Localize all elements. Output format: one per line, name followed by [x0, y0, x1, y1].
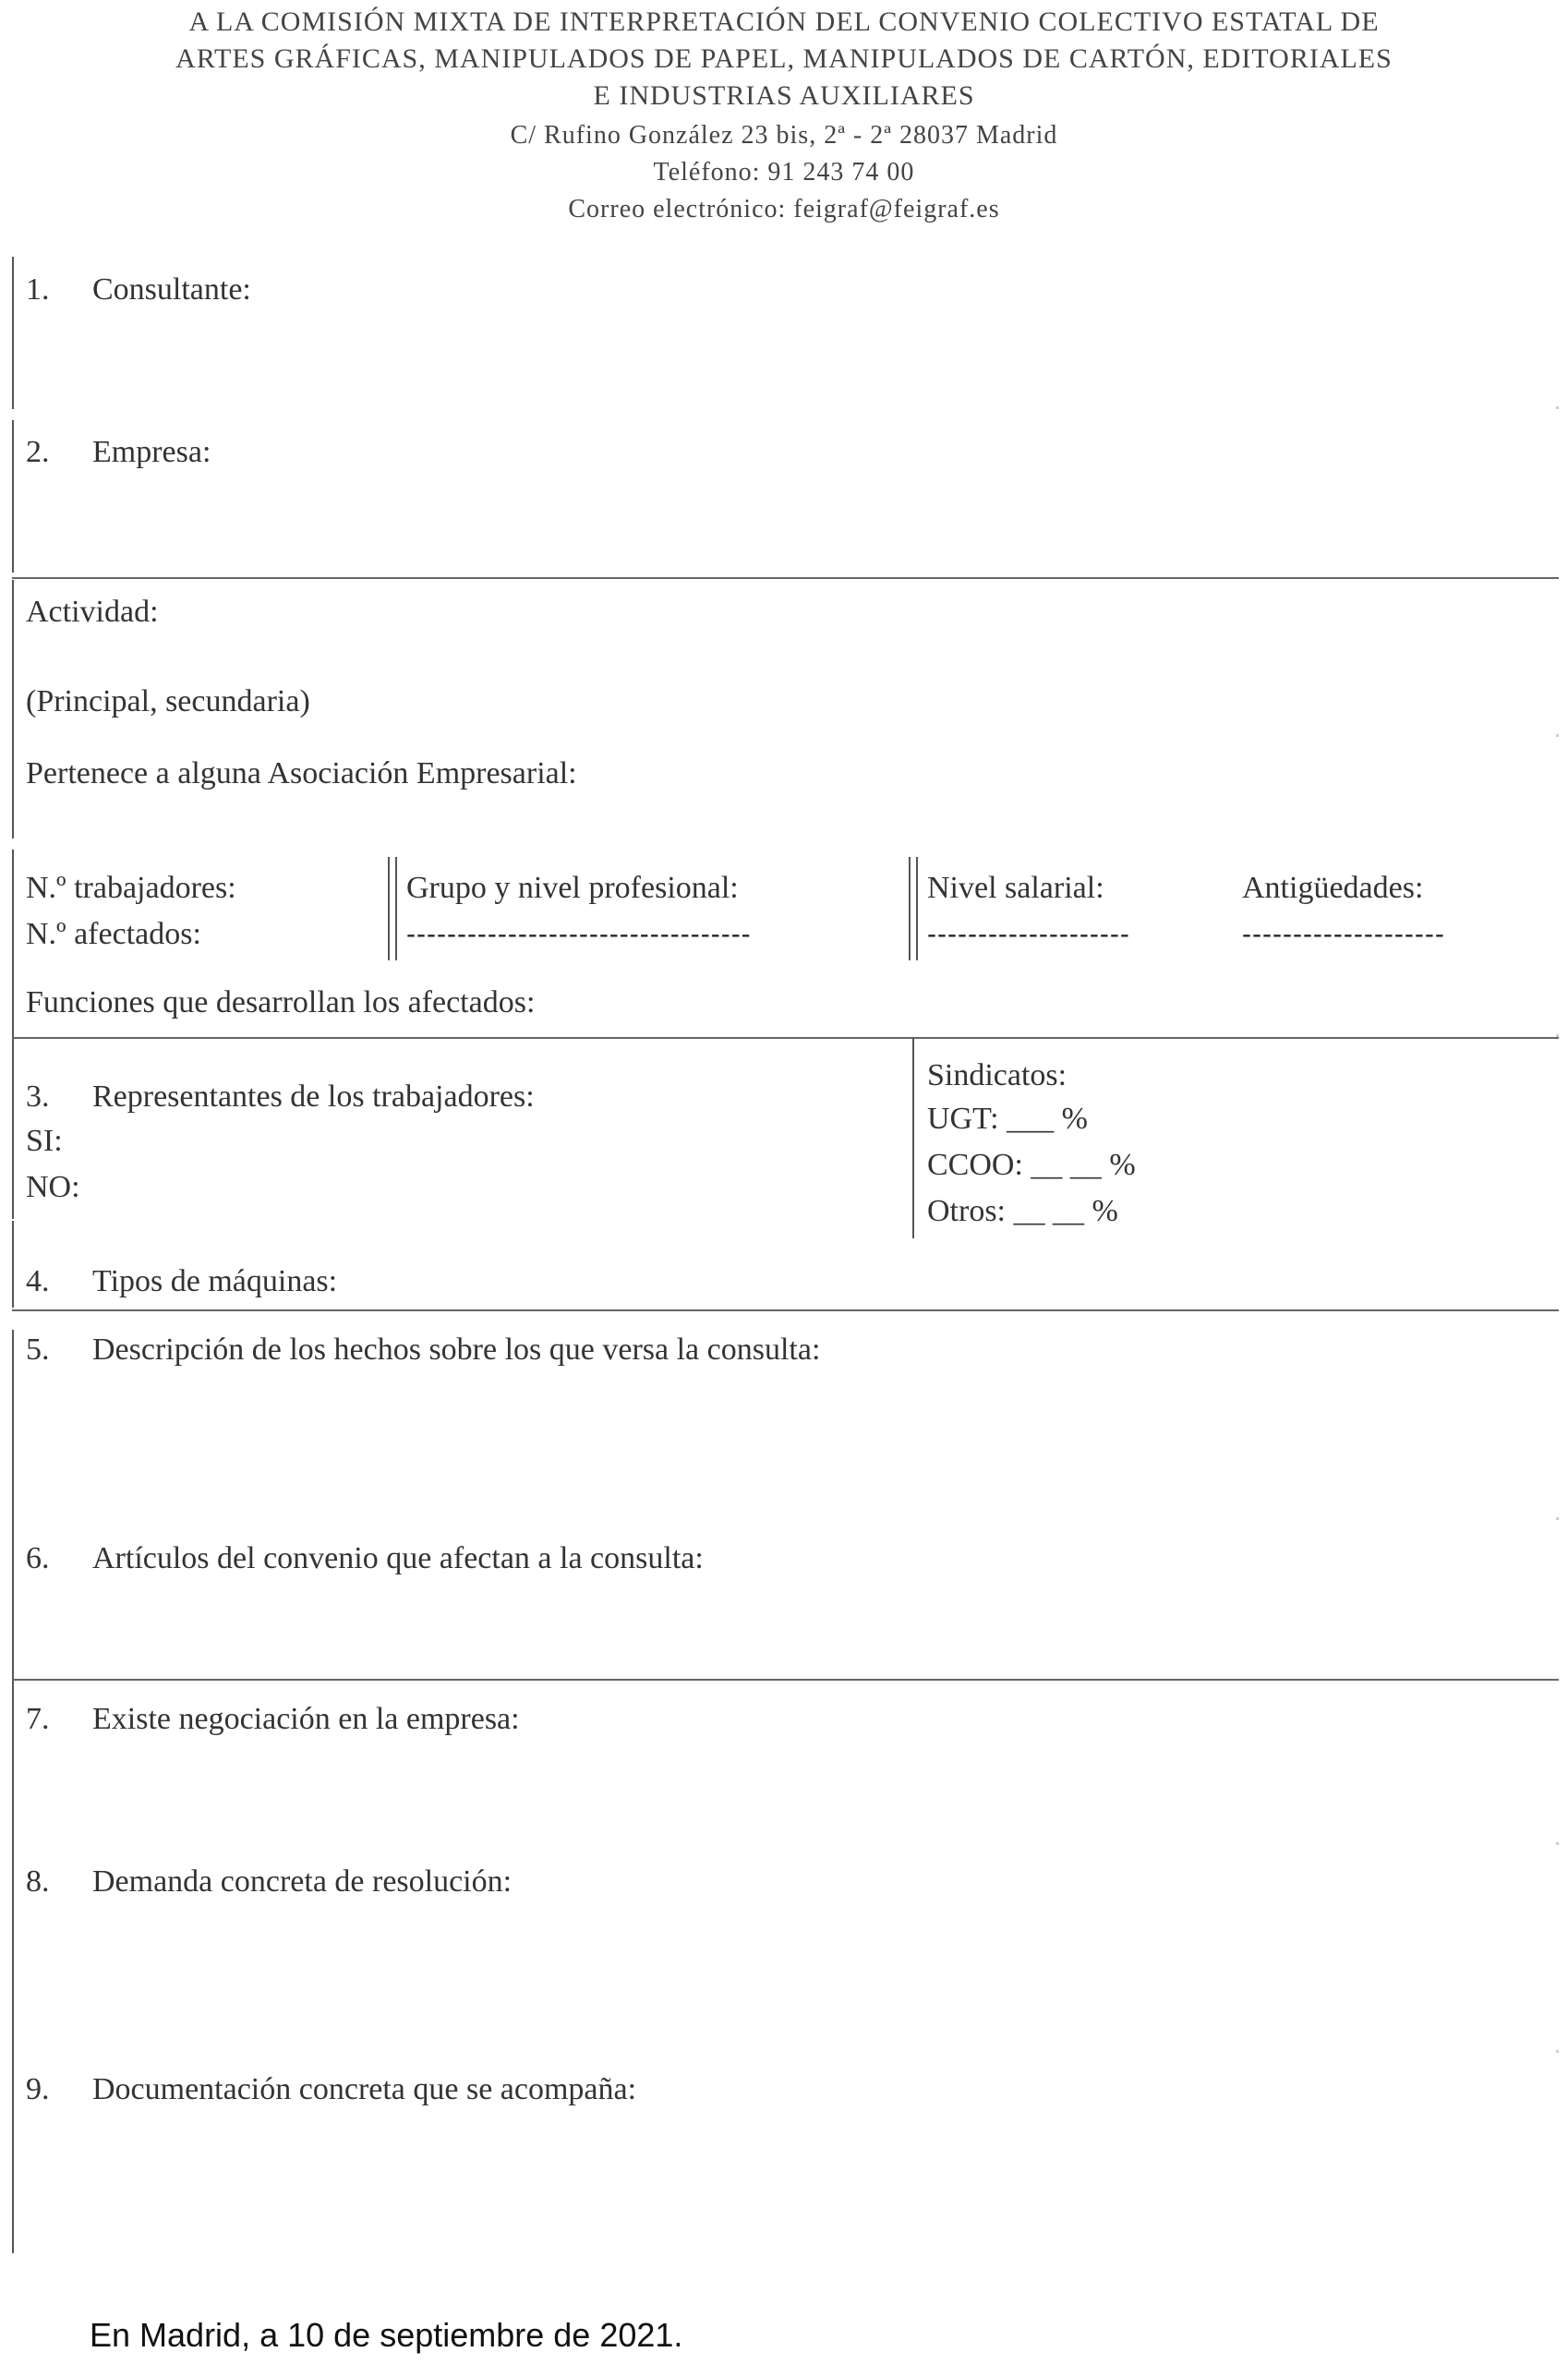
divider — [914, 1037, 1559, 1039]
header-title-line-2: ARTES GRÁFICAS, MANIPULADOS DE PAPEL, MANIPULADOS DE CARTÓN, EDITORIALES — [175, 43, 1393, 74]
field-label: Tipos de máquinas: — [92, 1264, 338, 1298]
header-title-line-1: A LA COMISIÓN MIXTA DE INTERPRETACIÓN DEL CONVENIO COLECTIVO ESTATAL DE — [188, 6, 1380, 37]
edge-mark — [1556, 2050, 1559, 2053]
sindicato-ugt[interactable]: UGT: ___ % — [927, 1102, 1088, 1136]
column-separator — [912, 1037, 914, 1238]
field-demanda[interactable] — [26, 1863, 512, 1900]
field-representantes[interactable] — [26, 1079, 535, 1116]
header-title-line-3: E INDUSTRIAS AUXILIARES — [593, 80, 975, 111]
edge-mark — [1556, 1517, 1559, 1520]
field-documentacion[interactable] — [26, 2071, 636, 2108]
sindicato-ccoo[interactable]: CCOO: __ __ % — [927, 1148, 1136, 1182]
field-number: 6. — [26, 1541, 50, 1575]
field-label: Representantes de los trabajadores: — [92, 1079, 535, 1114]
field-n-trabajadores[interactable]: N.º trabajadores: — [26, 871, 236, 905]
field-label: Descripción de los hechos sobre los que versa la consulta: — [92, 1333, 821, 1367]
edge-mark — [1556, 1034, 1559, 1037]
column-separator — [388, 857, 397, 960]
edge-mark — [1556, 734, 1559, 737]
field-consultante[interactable] — [26, 271, 251, 308]
field-label: Demanda concreta de resolución: — [92, 1864, 513, 1899]
actividad-hint: (Principal, secundaria) — [26, 684, 310, 718]
antiguedades-blank: -------------------- — [1242, 919, 1445, 949]
field-number: 4. — [26, 1264, 50, 1298]
field-actividad[interactable]: Actividad: — [26, 595, 159, 629]
field-label: Existe negociación en la empresa: — [92, 1702, 520, 1736]
field-label: Consultante: — [92, 272, 251, 307]
field-antiguedades[interactable]: Antigüedades: — [1242, 871, 1424, 905]
field-maquinas[interactable] — [26, 1263, 337, 1300]
sindicato-otros[interactable]: Otros: __ __ % — [927, 1194, 1118, 1228]
column-separator — [909, 857, 918, 960]
field-articulos[interactable] — [26, 1540, 704, 1577]
form-left-border — [12, 420, 14, 573]
form-left-border — [12, 580, 14, 838]
form-left-border — [12, 1330, 14, 2253]
field-number: 7. — [26, 1702, 50, 1736]
header-address: C/ Rufino González 23 bis, 2ª - 2ª 28037 Madrid — [510, 121, 1058, 150]
field-number: 8. — [26, 1864, 50, 1899]
place-date: En Madrid, a 10 de septiembre de 2021. — [90, 2316, 683, 2354]
divider — [12, 1679, 1559, 1681]
field-number: 5. — [26, 1333, 50, 1367]
divider — [12, 1037, 912, 1039]
nivel-salarial-blank: -------------------- — [927, 919, 1130, 949]
form-left-border — [12, 850, 14, 1219]
field-asociacion[interactable]: Pertenece a alguna Asociación Empresarial: — [26, 756, 577, 790]
representantes-si[interactable]: SI: — [26, 1124, 63, 1158]
field-number: 1. — [26, 272, 50, 307]
representantes-no[interactable]: NO: — [26, 1170, 80, 1204]
field-grupo-nivel[interactable]: Grupo y nivel profesional: — [406, 871, 739, 905]
field-funciones[interactable]: Funciones que desarrollan los afectados: — [26, 985, 536, 1019]
edge-mark — [1556, 406, 1559, 409]
field-nivel-salarial[interactable]: Nivel salarial: — [927, 871, 1104, 905]
header-email: Correo electrónico: feigraf@feigraf.es — [568, 195, 1000, 223]
field-number: 9. — [26, 2072, 50, 2106]
divider — [12, 577, 1559, 579]
header-phone: Teléfono: 91 243 74 00 — [653, 158, 915, 187]
field-negociacion[interactable] — [26, 1701, 520, 1738]
field-number: 3. — [26, 1079, 50, 1114]
divider — [12, 1309, 1559, 1311]
field-label: Empresa: — [92, 435, 211, 469]
form-left-border — [12, 257, 14, 409]
field-label: Documentación concreta que se acompaña: — [92, 2072, 637, 2106]
edge-mark — [1556, 1842, 1559, 1845]
field-n-afectados[interactable]: N.º afectados: — [26, 917, 201, 951]
form-left-border — [12, 1221, 14, 1308]
field-label: Artículos del convenio que afectan a la consulta: — [92, 1541, 704, 1575]
grupo-nivel-blank: ---------------------------------- — [406, 919, 752, 949]
field-empresa[interactable] — [26, 434, 211, 471]
sindicatos-title: Sindicatos: — [927, 1058, 1067, 1092]
field-number: 2. — [26, 435, 50, 469]
field-descripcion[interactable] — [26, 1332, 820, 1369]
